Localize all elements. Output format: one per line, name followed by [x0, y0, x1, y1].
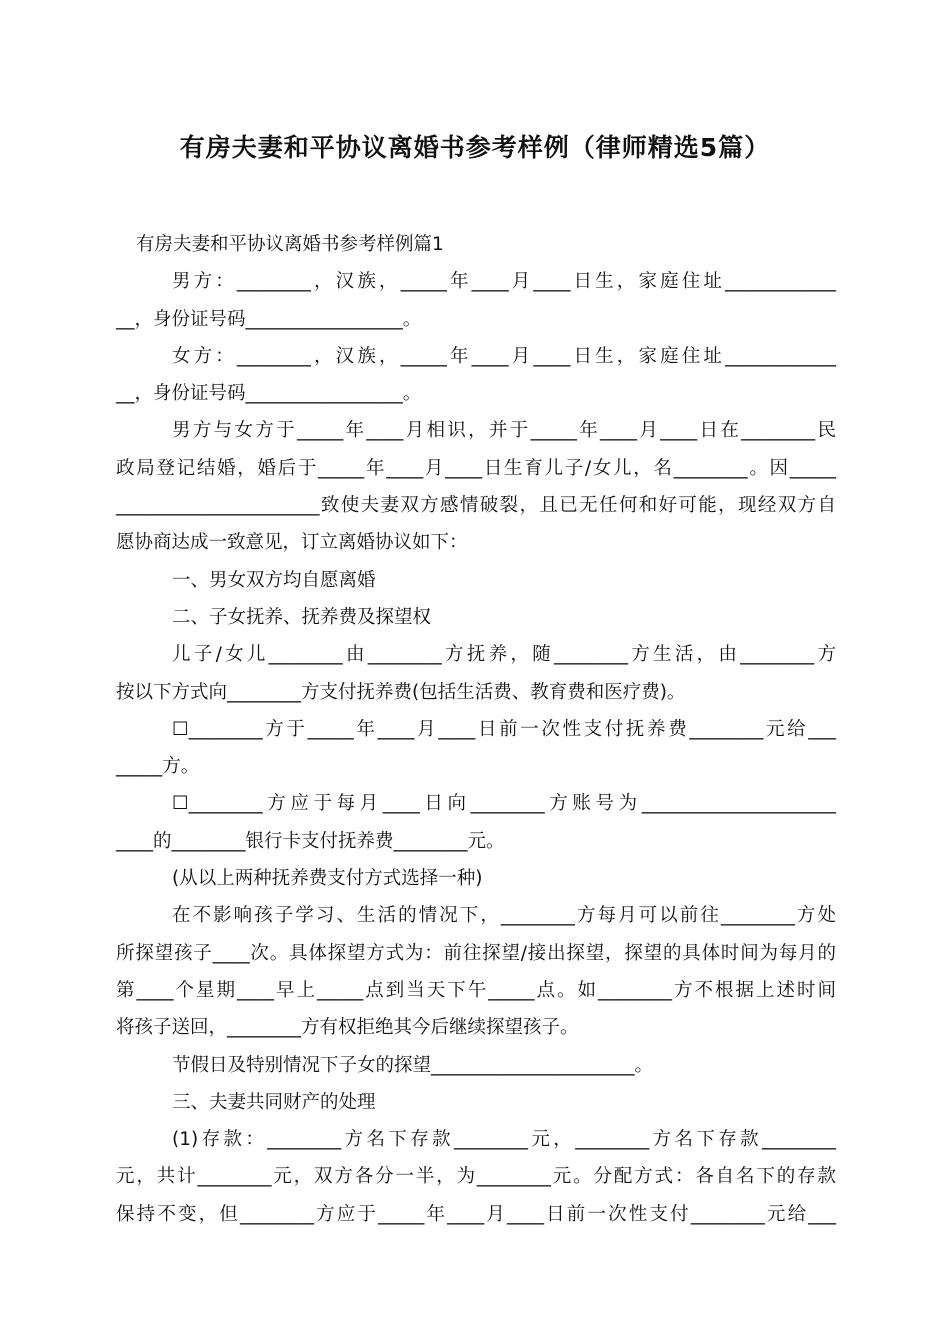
- text-line: ____的________银行卡支付抚养费________元。: [116, 830, 505, 852]
- text-line: 男方与女方于_____年____月相识，并于_____年____月____日在________民: [172, 420, 836, 442]
- text-line: 男方：________，汉族，_____年____月____日生，家庭住址____________: [172, 271, 836, 293]
- text-line: 儿子/女儿________由________方抚养，随________方生活，由________方: [172, 644, 836, 666]
- text-line: 按以下方式向________方支付抚养费(包括生活费、教育费和医疗费)。: [116, 681, 686, 703]
- document-body: [116, 226, 836, 1233]
- text-line: 所探望孩子____次。具体探望方式为：前往探望/接出探望，探望的具体时间为每月的: [116, 942, 836, 964]
- text-line: 一、男女双方均自愿离婚: [172, 569, 376, 591]
- document-title: 有房夫妻和平协议离婚书参考样例（律师精选5篇）: [179, 133, 771, 162]
- text-line: __，身份证号码_________________。: [116, 308, 422, 330]
- text-line: 有房夫妻和平协议离婚书参考样例篇1: [136, 234, 444, 255]
- text-line: ☐________方应于每月____日向________方账号为_____________________: [172, 793, 836, 815]
- text-line: 在不影响孩子学习、生活的情况下，________方每月可以前往________方处: [172, 905, 836, 927]
- text-line: 三、夫妻共同财产的处理: [172, 1091, 376, 1113]
- text-line: 政局登记结婚，婚后于_____年____月____日生育儿子/女儿，名________。因_____: [116, 457, 836, 479]
- text-line: 保持不变，但________方应于_____年____月____日前一次性支付________元给___: [116, 1203, 836, 1225]
- text-line: 女方：________，汉族，_____年____月____日生，家庭住址____________: [172, 345, 836, 367]
- text-line: 第____个星期____早上_____点到当天下午_____点。如________方不根据上述时间: [116, 979, 836, 1001]
- text-line: _____方。: [116, 756, 200, 778]
- text-line: ☐________方于_____年____月____日前一次性支付抚养费________元给___: [172, 718, 836, 740]
- text-line: (从以上两种抚养费支付方式选择一种): [172, 868, 483, 890]
- text-line: 愿协商达成一致意见，订立离婚协议如下：: [116, 532, 468, 554]
- text-line: __，身份证号码_________________。: [116, 383, 422, 405]
- text-line: 元，共计________元，双方各分一半，为________元。分配方式：各自名下的存款: [116, 1166, 836, 1188]
- text-line: ______________________致使夫妻双方感情破裂，且已无任何和好可能，现经双方自: [116, 495, 836, 517]
- text-line: 二、子女抚养、抚养费及探望权: [172, 606, 432, 628]
- text-line: (1)存款：________方名下存款________元，________方名下存款________: [172, 1129, 836, 1151]
- text-line: 节假日及特别情况下子女的探望______________________。: [172, 1054, 654, 1076]
- text-line: 将孩子送回，________方有权拒绝其今后继续探望孩子。: [116, 1017, 579, 1039]
